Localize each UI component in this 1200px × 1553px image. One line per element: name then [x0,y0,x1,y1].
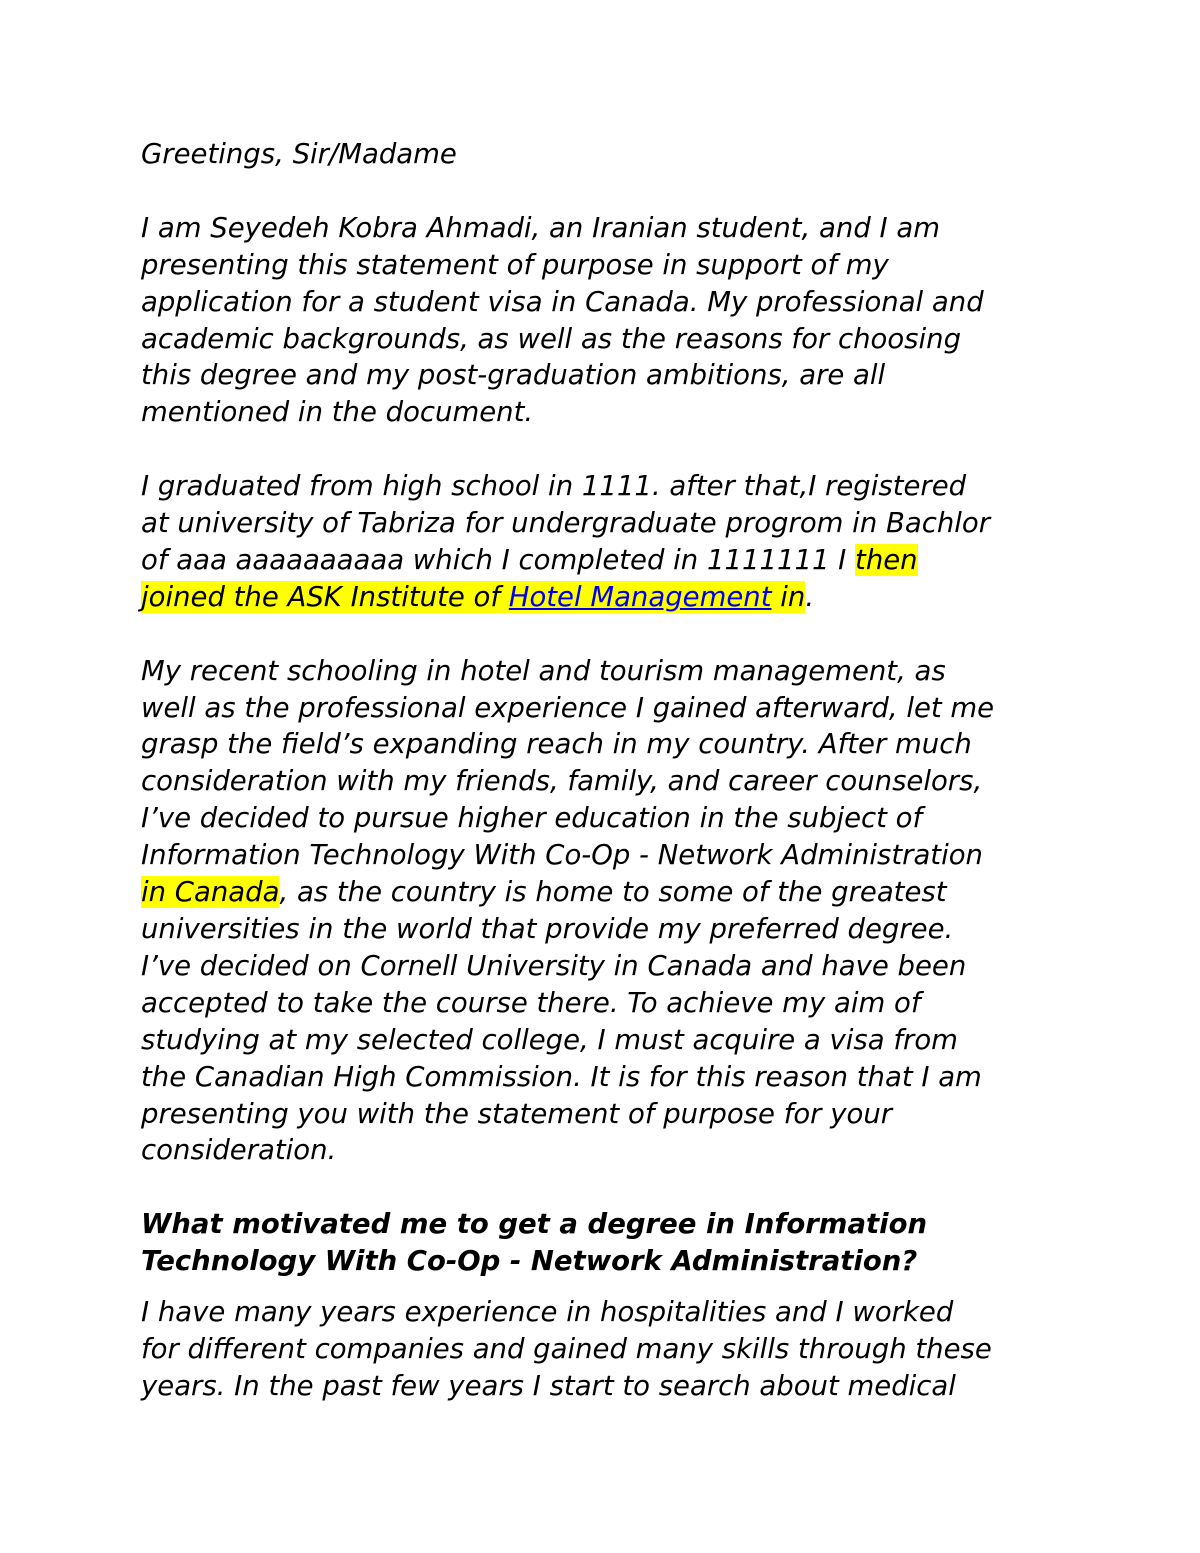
highlighted-text [141,581,805,613]
text-line: I’ve decided to pursue higher education in the subject of [141,802,923,835]
paragraph-education [141,468,1081,616]
text-line: I am Seyedeh Kobra Ahmadi, an Iranian student, and I am [141,211,941,244]
text-line: consideration with my friends, family, and career counselors, [141,765,983,798]
text-line: I graduated from high school in 1111. after that,I registered [141,470,967,503]
paragraph-motivation [141,653,1081,1170]
text-line: at university of Tabriza for undergraduate progrom in Bachlor [141,507,991,540]
heading-line: Technology With Co-Op - Network Administration? [141,1245,918,1278]
text-line: well as the professional experience I gained afterward, let me [141,691,995,724]
blank-line [141,1169,1081,1206]
greeting: Greetings, Sir/Madame [141,138,457,170]
text-line: universities in the world that provide my preferred degree. [141,912,954,945]
text-segment: Information Technology With Co-Op - Network Administration [141,839,983,872]
text-line: My recent schooling in hotel and tourism management, as [141,654,946,687]
text-line: application for a student visa in Canada. My professional and [141,285,984,318]
text-line: I’ve decided on Cornell University in Canada and have been [141,949,967,982]
text-line: years. In the past few years I start to search about medical [141,1369,956,1402]
blank-line [141,431,1081,468]
paragraph-experience [141,1294,1081,1405]
document-page [141,136,1081,1405]
text-line [141,837,1081,874]
highlighted-text: then [855,543,918,576]
text-line: accepted to take the course there. To achieve my aim of [141,986,921,1019]
text-line: mentioned in the document. [141,396,534,429]
highlighted-text: in Canada [141,876,280,909]
blank-line [141,173,1081,210]
text-segment: joined the ASK Institute of [141,580,509,613]
text-line: grasp the field’s expanding reach in my country. After much [141,728,972,761]
text-line [141,579,1081,616]
paragraph-gap [141,1280,1081,1294]
paragraph-intro [141,210,1081,431]
text-segment: of aaa aaaaaaaaaa which I completed in 1111111 I [141,543,856,576]
text-segment: in [771,580,806,613]
heading-line: What motivated me to get a degree in Information [141,1208,928,1241]
text-line [141,874,1081,911]
section-heading [141,1206,1081,1280]
text-line [141,542,1081,579]
blank-line [141,616,1081,653]
text-line: presenting this statement of purpose in support of my [141,248,889,281]
text-line: I have many years experience in hospitalities and I worked [141,1296,954,1329]
text-line: academic backgrounds, as well as the reasons for choosing [141,322,962,355]
text-segment: , as the country is home to some of the greatest [279,876,947,909]
text-line: the Canadian High Commission. It is for this reason that I am [141,1060,982,1093]
hotel-management-link[interactable]: Hotel Management [508,580,772,613]
text-line: consideration. [141,1134,337,1167]
text-line: this degree and my post-graduation ambitions, are all [141,359,886,392]
text-line: presenting you with the statement of purpose for your [141,1097,893,1130]
text-line: studying at my selected college, I must acquire a visa from [141,1023,958,1056]
text-line: for different companies and gained many skills through these [141,1332,992,1365]
text-segment: . [805,580,815,613]
